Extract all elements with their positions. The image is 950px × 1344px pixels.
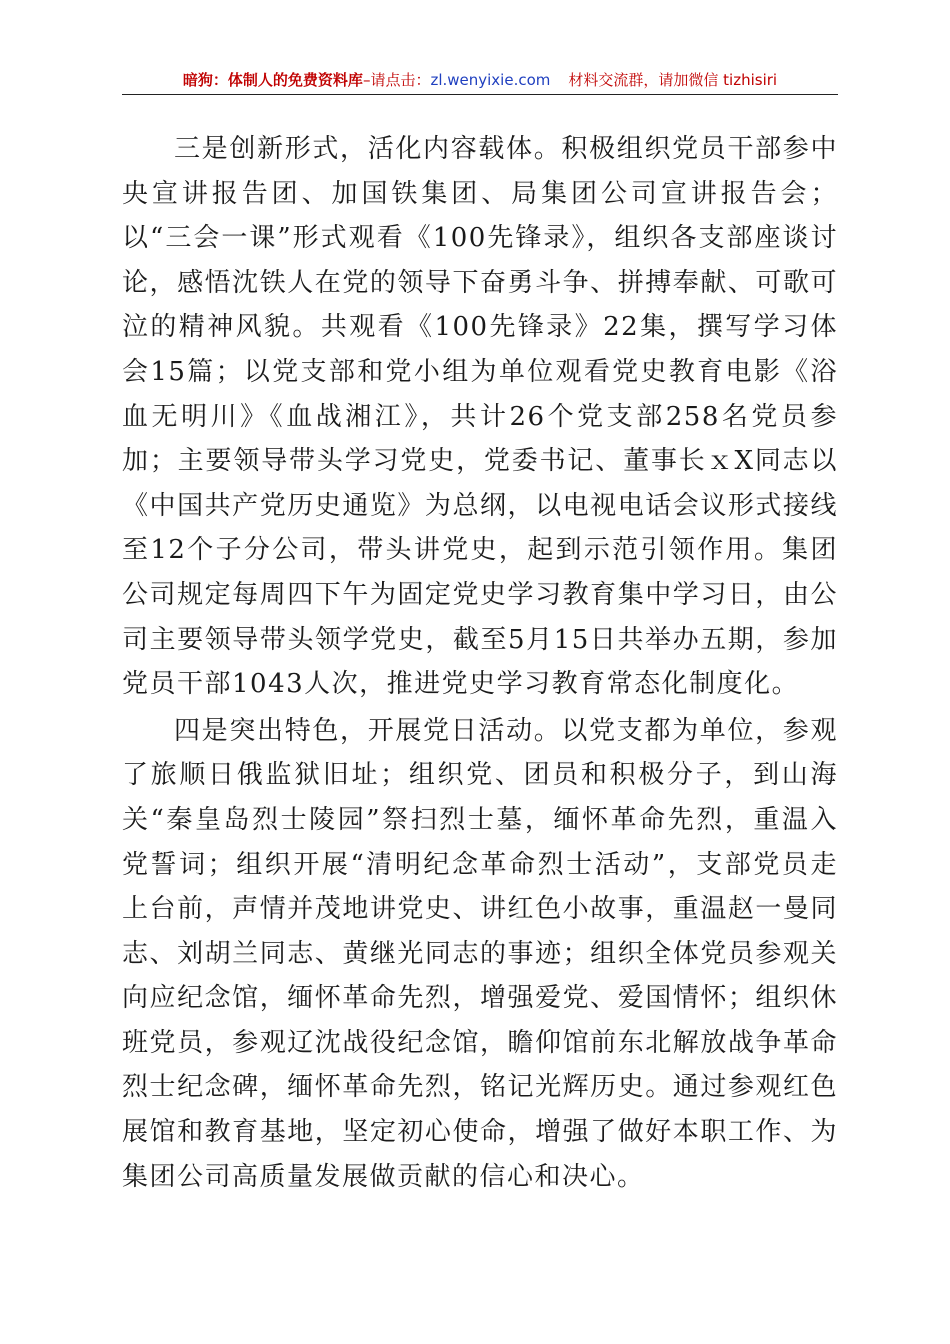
document-body	[122, 127, 838, 1199]
header-url-link[interactable]: zl.wenyixie.com	[430, 71, 551, 89]
header-brand: 暗狗：体制人的免费资料库	[182, 71, 363, 89]
header-click-prompt: –请点击：	[362, 71, 431, 89]
page-header	[122, 66, 838, 95]
header-contact: 材料交流群，请加微信 tizhisiri	[568, 71, 778, 89]
paragraph-innovation: 三是创新形式，活化内容载体。积极组织党员干部参中央宣讲报告团、加国铁集团、局集团公司宣讲报告会；以“三会一课”形式观看《100先锋录》，组织各支部座谈讨论，感悟沈铁人在党的领导下奋勇斗争、拼搏奉献、可歌可泣的精神风貌。共观看《100先锋录》22集，撰写学习体会15篇；以党支部和党小组为单位观看党史教育电影《浴血无明川》《血战湘江》，共计26个党支部258名党员参加；主要领导带头学习党史，党委书记、董事长ｘX同志以《中国共产党历史通览》为总纲，以电视电话会议形式接线至12个子分公司，带头讲党史，起到示范引领作用。集团公司规定每周四下午为固定党史学习教育集中学习日，由公司主要领导带头领学党史，截至5月15日共举办五期，参加党员干部1043人次，推进党史学习教育常态化制度化。	[122, 134, 838, 700]
paragraph-party-day: 四是突出特色，开展党日活动。以党支都为单位，参观了旅顺日俄监狱旧址；组织党、团员和积极分子，到山海关“秦皇岛烈士陵园”祭扫烈士墓，缅怀革命先烈，重温入党誓词；组织开展“清明纪念革命烈士活动”，支部党员走上台前，声情并茂地讲党史、讲红色小故事，重温赵一曼同志、刘胡兰同志、黄继光同志的事迹；组织全体党员参观关向应纪念馆，缅怀革命先烈，增强爱党、爱国情怀；组织休班党员，参观辽沈战役纪念馆，瞻仰馆前东北解放战争革命烈士纪念碑，缅怀革命先烈，铭记光辉历史。通过参观红色展馆和教育基地，坚定初心使命，增强了做好本职工作、为集团公司高质量发展做贡献的信心和决心。	[122, 715, 838, 1192]
